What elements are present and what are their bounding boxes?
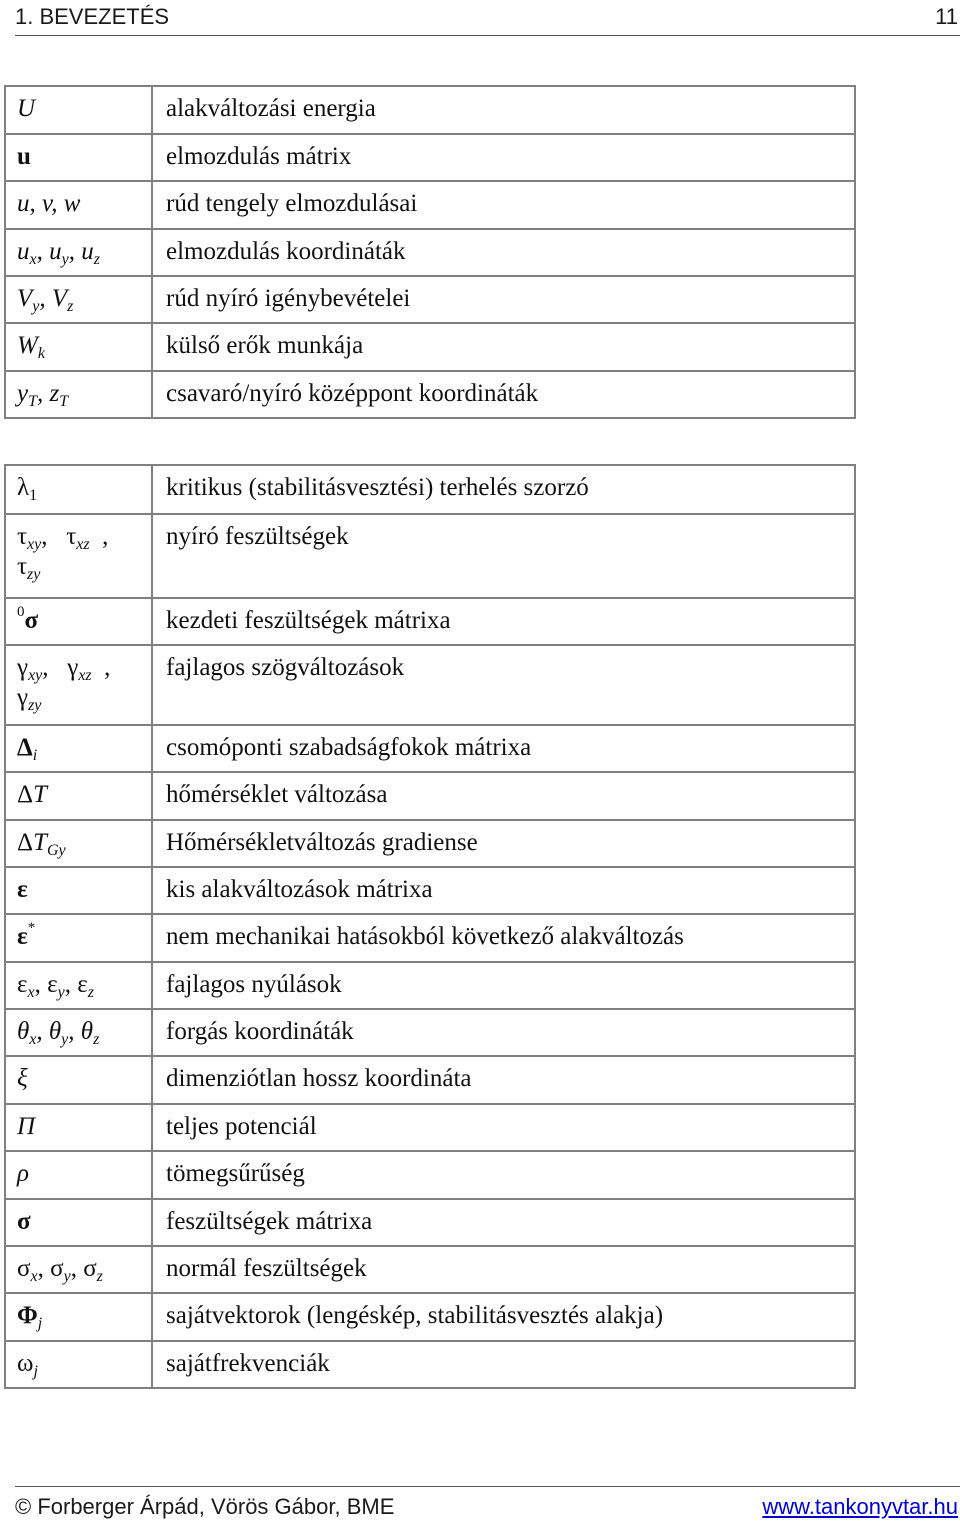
table-row — [5, 1246, 855, 1293]
table-row — [5, 645, 855, 725]
symbol-cell: ε* — [5, 914, 152, 962]
symbol-cell: $^0$σ — [5, 598, 152, 645]
table-row — [5, 598, 855, 645]
symbol-cell: u — [5, 134, 152, 181]
description-cell: kis alakváltozások mátrixa — [152, 867, 855, 914]
symbol-cell: $\Delta_i$ — [5, 725, 152, 772]
description-cell: teljes potenciál — [152, 1104, 855, 1151]
table-row — [5, 514, 855, 598]
table-row — [5, 772, 855, 820]
table-row — [5, 867, 855, 914]
description-cell: normál feszültségek — [152, 1246, 855, 1293]
table-row — [5, 371, 855, 418]
table-row — [5, 276, 855, 323]
description-cell: külső erők munkája — [152, 323, 855, 371]
symbol-table-1 — [4, 85, 856, 419]
table-row — [5, 181, 855, 229]
table-row — [5, 1009, 855, 1056]
table-row — [5, 1293, 855, 1341]
symbol-cell: $W_k$ — [5, 323, 152, 371]
symbol-cell: u, v, w — [5, 181, 152, 229]
symbol-cell: $V_y$, $V_z$ — [5, 276, 152, 323]
symbol-cell: σ — [5, 1199, 152, 1246]
table-row — [5, 914, 855, 962]
table-row — [5, 1199, 855, 1246]
table-row — [5, 725, 855, 772]
description-cell: elmozdulás koordináták — [152, 229, 855, 276]
table-row — [5, 1151, 855, 1199]
table-row — [5, 820, 855, 867]
chapter-title: 1. BEVEZETÉS — [15, 4, 170, 29]
description-cell: fajlagos nyúlások — [152, 962, 855, 1009]
page-footer — [15, 1494, 960, 1524]
symbol-cell: $\Delta T_{Gy}$ — [5, 820, 152, 867]
table-row — [5, 134, 855, 181]
symbol-cell: $y_T$, $z_T$ — [5, 371, 152, 418]
symbol-cell: $\lambda_1$ — [5, 465, 152, 514]
description-cell: nem mechanikai hatásokból következő alakváltozás — [152, 914, 855, 962]
table-row — [5, 323, 855, 371]
symbol-cell: $\varepsilon_x$, $\varepsilon_y$, $\varepsilon_z$ — [5, 962, 152, 1009]
symbol-cell: Π — [5, 1104, 152, 1151]
description-cell: csomóponti szabadságfokok mátrixa — [152, 725, 855, 772]
symbol-cell: $\omega_j$ — [5, 1341, 152, 1388]
description-cell: rúd nyíró igénybevételei — [152, 276, 855, 323]
description-cell: elmozdulás mátrix — [152, 134, 855, 181]
description-cell: feszültségek mátrixa — [152, 1199, 855, 1246]
symbol-cell: ΔT — [5, 772, 152, 820]
description-cell: hőmérséklet változása — [152, 772, 855, 820]
page-header — [15, 4, 960, 34]
description-cell: sajátfrekvenciák — [152, 1341, 855, 1388]
table-row — [5, 1341, 855, 1388]
header-rule — [15, 35, 960, 36]
table-row — [5, 86, 855, 134]
table-row — [5, 1056, 855, 1104]
symbol-cell: $\sigma_x$, $\sigma_y$, $\sigma_z$ — [5, 1246, 152, 1293]
symbol-cell: $\Phi_j$ — [5, 1293, 152, 1341]
description-cell: kezdeti feszültségek mátrixa — [152, 598, 855, 645]
description-cell: alakváltozási energia — [152, 86, 855, 134]
table-row — [5, 1104, 855, 1151]
description-cell: nyíró feszültségek — [152, 514, 855, 598]
description-cell: csavaró/nyíró középpont koordináták — [152, 371, 855, 418]
table-row — [5, 465, 855, 514]
description-cell: rúd tengely elmozdulásai — [152, 181, 855, 229]
table-row — [5, 229, 855, 276]
symbol-cell: $\tau_{xy}$, $\tau_{xz}$ , $\tau_{zy}$ — [5, 514, 152, 598]
symbol-cell: $\theta_x$, $\theta_y$, $\theta_z$ — [5, 1009, 152, 1056]
description-cell: tömegsűrűség — [152, 1151, 855, 1199]
symbol-cell: ρ — [5, 1151, 152, 1199]
description-cell: Hőmérsékletváltozás gradiense — [152, 820, 855, 867]
footer-rule — [15, 1486, 960, 1487]
page-number: 11 — [935, 4, 958, 29]
copyright-text: © Forberger Árpád, Vörös Gábor, BME — [15, 1494, 395, 1519]
table-row — [5, 962, 855, 1009]
description-cell: forgás koordináták — [152, 1009, 855, 1056]
description-cell: sajátvektorok (lengéskép, stabilitásvesztés alakja) — [152, 1293, 855, 1341]
symbol-cell: ε — [5, 867, 152, 914]
description-cell: dimenziótlan hossz koordináta — [152, 1056, 855, 1104]
symbol-cell: $u_x$, $u_y$, $u_z$ — [5, 229, 152, 276]
symbol-cell: ξ — [5, 1056, 152, 1104]
description-cell: kritikus (stabilitásvesztési) terhelés szorzó — [152, 465, 855, 514]
symbol-table-2 — [4, 464, 856, 1389]
footer-link[interactable]: www.tankonyvtar.hu — [762, 1494, 958, 1519]
description-cell: fajlagos szögváltozások — [152, 645, 855, 725]
symbol-cell: $\gamma_{xy}$, $\gamma_{xz}$ , $\gamma_{zy}$ — [5, 645, 152, 725]
symbol-cell: U — [5, 86, 152, 134]
